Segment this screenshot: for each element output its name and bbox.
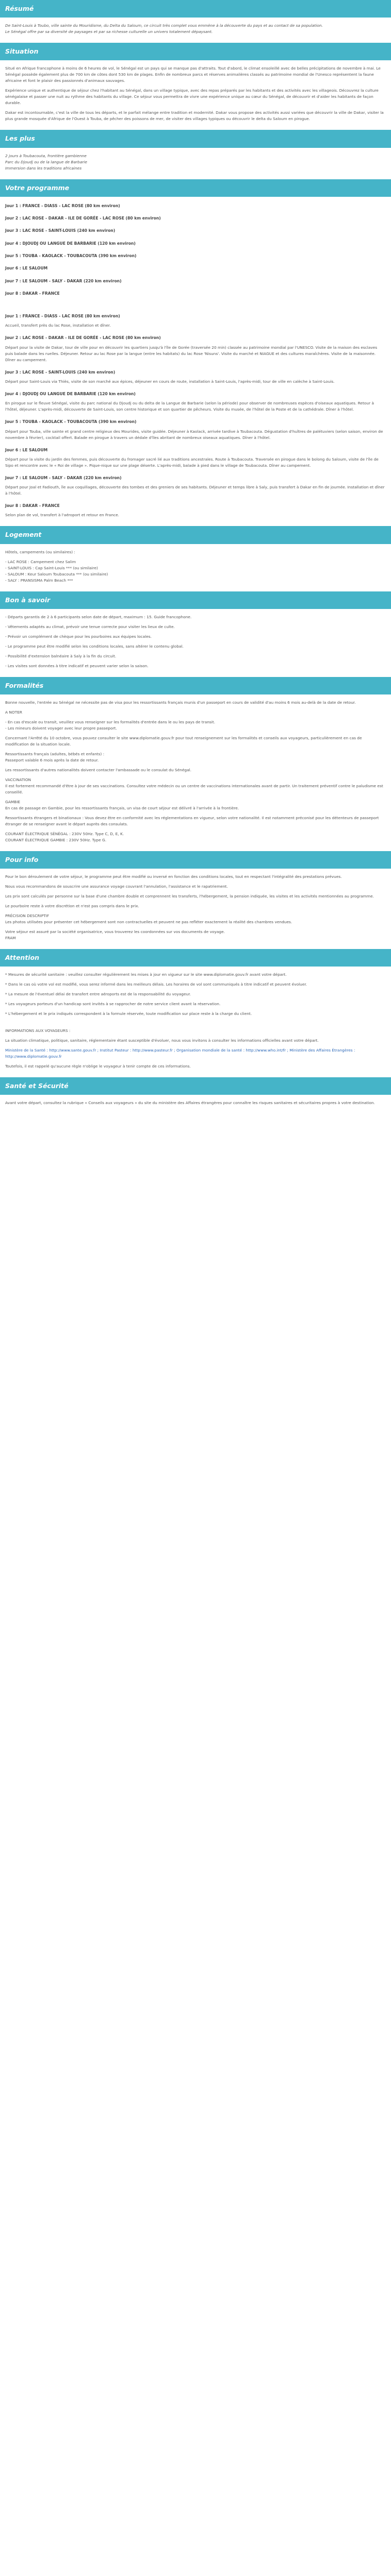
day-1-title: Jour 1 : FRANCE - DIASS - LAC ROSE (80 km environ) — [5, 314, 120, 319]
logement-intro: Hôtels, campements (ou similaires) : — [5, 549, 75, 554]
day-4-title: Jour 4 : DJOUDJ OU LANGUE DE BARBARIE (120 km environ) — [5, 391, 136, 396]
day-summary-1: Jour 1 : FRANCE - DIASS - LAC ROSE (80 km environ) — [5, 203, 120, 208]
formalites-p5: Ressortissants français (adultes, bébés et enfants) : Passeport valable 6 mois après la date de retour. — [5, 751, 105, 762]
attention-title: Attention — [0, 949, 391, 967]
plus-title: Les plus — [0, 130, 391, 147]
bon-savoir-item: - Prévoir un complément de chèque pour les pourboires aux équipes locales. — [5, 634, 152, 639]
logement-content — [0, 549, 391, 591]
programme-section — [0, 179, 391, 527]
formalites-p10: COURANT ÉLECTRIQUE SÉNÉGAL : 230V 50Hz. Type C, D, E, K. COURANT ÉLECTRIQUE GAMBIE : 230V 50Hz. Type G. — [5, 831, 124, 842]
logement-title: Logement — [0, 526, 391, 544]
day-5-text: Départ pour Touba, ville sainte et grand centre religieux des Mourides, visite guidée. Déjeuner à Kaolack, arrivée tardive à Toubacouta. Dégustation d'huîtres de palétuviers (selon saison, environ de novembre à février), cocktail offert. Balade en pirogue à travers un dédale d'îles abritant de nombreux oiseaux aquatiques. Dîner à l'hôtel. — [5, 429, 383, 440]
formalites-p8: GAMBIE En cas de passage en Gambie, pour les ressortissants français, un visa de court séjour est délivré à l'arrivée à la frontière. — [5, 799, 239, 810]
bon-savoir-item: - Le programme peut être modifié selon les conditions locales, sans altérer le contenu global. — [5, 643, 184, 649]
sante-text: Avant votre départ, consultez la rubrique « Conseils aux voyageurs » du site du ministère des Affaires étrangères pour connaître les risques sanitaires et sécuritaires propres à votre destination. — [5, 1100, 375, 1106]
formalites-p2: A NOTER — [5, 709, 23, 715]
day-8-title: Jour 8 : DAKAR - FRANCE — [5, 503, 60, 509]
bon-savoir-title: Bon à savoir — [0, 591, 391, 609]
day-3-text: Départ pour Saint-Louis via Thiès, visite de son marché aux épices, déjeuner en cours de route, installation à Saint-Louis, l'après-midi, tour de ville en calèche à Saint-Louis. — [5, 379, 335, 384]
bon-savoir-item: - Vêtements adaptés au climat, prévoir une tenue correcte pour visiter les lieux de culte. — [5, 624, 175, 629]
bon-savoir-section — [0, 591, 391, 677]
pour-info-content — [0, 874, 391, 949]
day-2-title: Jour 2 : LAC ROSE - DAKAR - ILE DE GORÉE - LAC ROSE (80 km environ) — [5, 335, 161, 341]
attention-item: * Dans le cas où votre vol est modifié, vous serez informé dans les meilleurs délais. Les horaires de vol sont communiqués à titre indicatif et peuvent évoluer. — [5, 981, 307, 987]
day-5-title: Jour 5 : TOUBA - KAOLACK - TOUBACOUTA (390 km environ) — [5, 419, 137, 425]
day-summary-5: Jour 5 : TOUBA - KAOLACK - TOUBACOUTA (390 km environ) — [5, 253, 137, 258]
pour-info-p4: Le pourboire reste à votre discrétion et n'est pas compris dans le prix. — [5, 903, 139, 908]
pour-info-p2: Nous vous recommandons de souscrire une assurance voyage couvrant l'annulation, l'assistance et le rapatriement. — [5, 884, 228, 889]
situation-title: Situation — [0, 43, 391, 60]
formalites-p4: Concernant l'Arrêté du 10 octobre, vous pouvez consulter le site www.diplomatie.gouv.fr pour tout renseignement sur les formalités et conseils aux voyageurs, particulièrement en cas de modification de la situation locale. — [5, 735, 362, 747]
formalites-p3: - En cas d'escale ou transit, veuillez vous renseigner sur les formalités d'entrée dans le ou les pays de transit. - Les mineurs doivent voyager avec leur propre passeport. — [5, 719, 216, 731]
resume-title: Résumé — [0, 0, 391, 18]
attention-section — [0, 949, 391, 1077]
plus-section — [0, 130, 391, 179]
day-summary-7: Jour 7 : LE SALOUM - SALY - DAKAR (220 km environ) — [5, 278, 122, 283]
attention-item: * L'hébergement et le prix indiqués correspondent à la formule réservée, toute modification sur place reste à la charge du client. — [5, 1011, 252, 1016]
pour-info-p1: Pour le bon déroulement de votre séjour, le programme peut être modifié ou inversé en fonction des conditions locales, tout en respectant l'intégralité des prestations prévues. — [5, 874, 342, 879]
attention-item: * La mesure de l'éventuel délai de transfert entre aéroports est de la responsabilité du voyageur. — [5, 991, 191, 996]
situation-section — [0, 43, 391, 130]
travel-page — [0, 0, 391, 1114]
programme-title: Votre programme — [0, 179, 391, 197]
programme-content — [0, 203, 391, 527]
day-summary-2: Jour 2 : LAC ROSE - DAKAR - ILE DE GORÉE - LAC ROSE (80 km environ) — [5, 216, 161, 221]
formalites-section — [0, 677, 391, 851]
attention-note: INFORMATIONS AUX VOYAGEURS : — [5, 1028, 71, 1033]
day-summary-4: Jour 4 : DJOUDJ OU LANGUE DE BARBARIE (120 km environ) — [5, 241, 136, 246]
day-3-title: Jour 3 : LAC ROSE - SAINT-LOUIS (240 km environ) — [5, 369, 116, 375]
day-summary-8: Jour 8 : DAKAR - FRANCE — [5, 291, 60, 296]
formalites-content — [0, 700, 391, 851]
sante-title: Santé et Sécurité — [0, 1077, 391, 1095]
formalites-p1: Bonne nouvelle, l'entrée au Sénégal ne nécessite pas de visa pour les ressortissants français munis d'un passeport en cours de validité d'au moins 6 mois au-delà de la date de retour. — [5, 700, 356, 705]
day-6-title: Jour 6 : LE SALOUM — [5, 447, 48, 452]
situation-p2: Expérience unique et authentique de séjour chez l'habitant au Sénégal, dans un village typique, avec des repas préparés par les habitants et des activités avec les villageois. Découvrez la culture sénégalaise et passer une nuit au rythme des habitants du village. Ce séjour vous permettra de vivre une expérience unique au cœur du Sénégal, de découvrir et d'aider les habitants de façon durable. — [5, 88, 379, 106]
day-1-text: Accueil, transfert près du lac Rose, installation et dîner. — [5, 323, 111, 328]
formalites-p7: VACCINATION Il est fortement recommandé d'être à jour de ses vaccinations. Consultez votre médecin ou un centre de vaccinations internationales avant de partir. Un traitement préventif contre le paludisme est conseillé. — [5, 777, 383, 794]
attention-content — [0, 972, 391, 1077]
bon-savoir-content — [0, 614, 391, 677]
sante-content — [0, 1100, 391, 1114]
day-7-text: Départ pour Joal et Fadiouth, île aux coquillages, découverte des tombes et des greniers de ses habitants. Déjeuner et temps libre à Saly, puis transfert à Dakar en fin de journée. Installation et dîner à l'hôtel. — [5, 485, 385, 496]
logement-section — [0, 526, 391, 591]
resume-text: De Saint-Louis à Toubo, ville sainte du Mouridisme, du Delta du Saloum, ce circuit très complet vous emmène à la découverte du pays et au contact de sa population. Le Sénégal offre par sa diversité de paysages et par sa richesse culturelle un univers totalement dépaysant. — [5, 23, 323, 35]
attention-links[interactable]: Ministère de la Santé : http://www.sante.gouv.fr ; Institut Pasteur : http://www.pasteur.fr ; Organisation mondiale de la santé : http://www.who.int/fr ; Ministère des Affaires Étrangères : http://www.diplomatie.gouv.fr — [5, 1047, 355, 1059]
pour-info-p5: PRÉCISION DESCRIPTIF Les photos utilisées pour présenter cet hébergement sont non contractuelles et peuvent ne pas refléter exactement la réalité des chambres vendues. — [5, 913, 292, 924]
bon-savoir-item: - Départs garantis de 2 à 6 participants selon date de départ, maximum : 15. Guide francophone. — [5, 614, 192, 619]
pour-info-title: Pour info — [0, 851, 391, 869]
formalites-p9: Ressortissants étrangers et binationaux : Vous devez être en conformité avec les réglementations en vigueur, selon votre nationalité. Il est notamment préconisé pour les détenteurs de passeport étranger de se renseigner avant le départ auprès des consulats. — [5, 815, 379, 826]
day-2-text: Départ pour la visite de Dakar, tour de ville pour en découvrir les quartiers jusqu'à l'île de Gorée (traversée 20 min) classée au patrimoine mondial par l'UNESCO. Visite de la maison des esclaves puis balade dans les ruelles. Déjeuner. Retour au lac Rose par la langue (entre les habitats) du lac Rose 'Nisuns'. Visite du marché et NIAGUE et des cultures maraîchères. Visite de la maisonnée. Dîner au campement. — [5, 345, 378, 362]
day-8-text: Selon plan de vol, transfert à l'aéroport et retour en France. — [5, 513, 119, 518]
bon-savoir-item: - Possibilité d'extension balnéaire à Saly à la fin du circuit. — [5, 653, 117, 658]
formalites-p6: Les ressortissants d'autres nationalités doivent contacter l'ambassade ou le consulat du Sénégal. — [5, 767, 192, 772]
resume-content — [0, 23, 391, 43]
attention-p1: La situation climatique, politique, sanitaire, réglementaire étant susceptible d'évoluer, nous vous invitons à consulter les informations officielles avant votre départ. — [5, 1038, 319, 1043]
day-7-title: Jour 7 : LE SALOUM - SALY - DAKAR (220 km environ) — [5, 475, 122, 480]
day-summary-3: Jour 3 : LAC ROSE - SAINT-LOUIS (240 km environ) — [5, 228, 116, 233]
attention-p3: Toutefois, il est rappelé qu'aucune règle n'oblige le voyageur à tenir compte de ces informations. — [5, 1063, 191, 1069]
resume-section — [0, 0, 391, 43]
situation-content — [0, 65, 391, 130]
attention-item: * Les voyageurs porteurs d'un handicap sont invités à se rapprocher de notre service client avant la réservation. — [5, 1001, 221, 1006]
day-summary-6: Jour 6 : LE SALOUM — [5, 266, 48, 271]
situation-p3: Dakar est incontournable, c'est la ville de tous les départs, et le parfait mélange entre tradition et modernité. Dakar vous propose des activités aussi variées que découvrir la ville de Dakar, visiter la plus grande mosquée d'Afrique de l'Ouest à Touba, de pêcher des poissons de mer, de visiter des villages typiques ou découvrir le delta du Saloum en pirogue. — [5, 110, 384, 122]
pour-info-p6: Votre séjour est assuré par la société organisatrice, vous trouverez les coordonnées sur vos documents de voyage. FRAM — [5, 929, 225, 940]
sante-section — [0, 1077, 391, 1114]
plus-text: 2 jours à Toubacouta, frontière gambienne Parc du Djoudj ou de la langue de Barbarie Immersion dans les traditions africaines — [5, 153, 87, 171]
day-4-text: En pirogue sur le fleuve Sénégal, visite du parc national du Djoudj ou du delta de la Langue de Barbarie (selon la période) pour observer de nombreuses espèces d'oiseaux aquatiques. Retour à l'hôtel, déjeuner. L'après-midi, découverte de Saint-Louis, son centre historique et son quartier de pêcheurs. Visite du musée, de l'hôtel de la Poste et de la cathédrale. Dîner à l'hôtel. — [5, 401, 374, 412]
attention-item: * Mesures de sécurité sanitaire : veuillez consulter régulièrement les mises à jour en vigueur sur le site www.diplomatie.gouv.fr avant votre départ. — [5, 972, 287, 977]
bon-savoir-item: - Les visites sont données à titre indicatif et peuvent varier selon la saison. — [5, 663, 149, 668]
day-6-text: Départ pour la visite du jardin des femmes, puis découverte du fromager sacré lié aux traditions ancestrales. Route à Toubacouta. Traversée en pirogue dans le bolong du Saloum, visite de l'île de Sipo et rencontre avec le « Roi de village ». Pique-nique sur une plage déserte. L'après-midi, balade à pied dans le village de Toubacouta. Dîner au campement. — [5, 456, 379, 468]
pour-info-p3: Les prix sont calculés par personne sur la base d'une chambre double et comprennent les transferts, l'hébergement, la pension indiquée, les visites et les activités mentionnées au programme. — [5, 893, 374, 899]
plus-content — [0, 153, 391, 179]
logement-list: - LAC ROSE : Campement chez Salim - SAINT-LOUIS : Cap Saint-Louis *** (ou similaire) - SALOUM : Keur Saloum Toubacouta *** (ou similaire) - SALY : PRANSISMA Palm Beach *** — [5, 559, 108, 583]
pour-info-section — [0, 851, 391, 949]
formalites-title: Formalités — [0, 677, 391, 694]
situation-p1: Situé en Afrique francophone à moins de 6 heures de vol, le Sénégal est un pays qui se manque pas d'attraits. Tout d'abord, le climat ensoleillé avec de belles précipitations de novembre à mai. Le Sénégal possède également plus de 700 km de côtes dont 530 km de plages. Enfin de nombreux parcs et réserves animalières classés au patrimoine mondial de l'Unesco représentent la faune africaine et font le plaisir des passionnés d'animaux sauvages. — [5, 66, 381, 83]
